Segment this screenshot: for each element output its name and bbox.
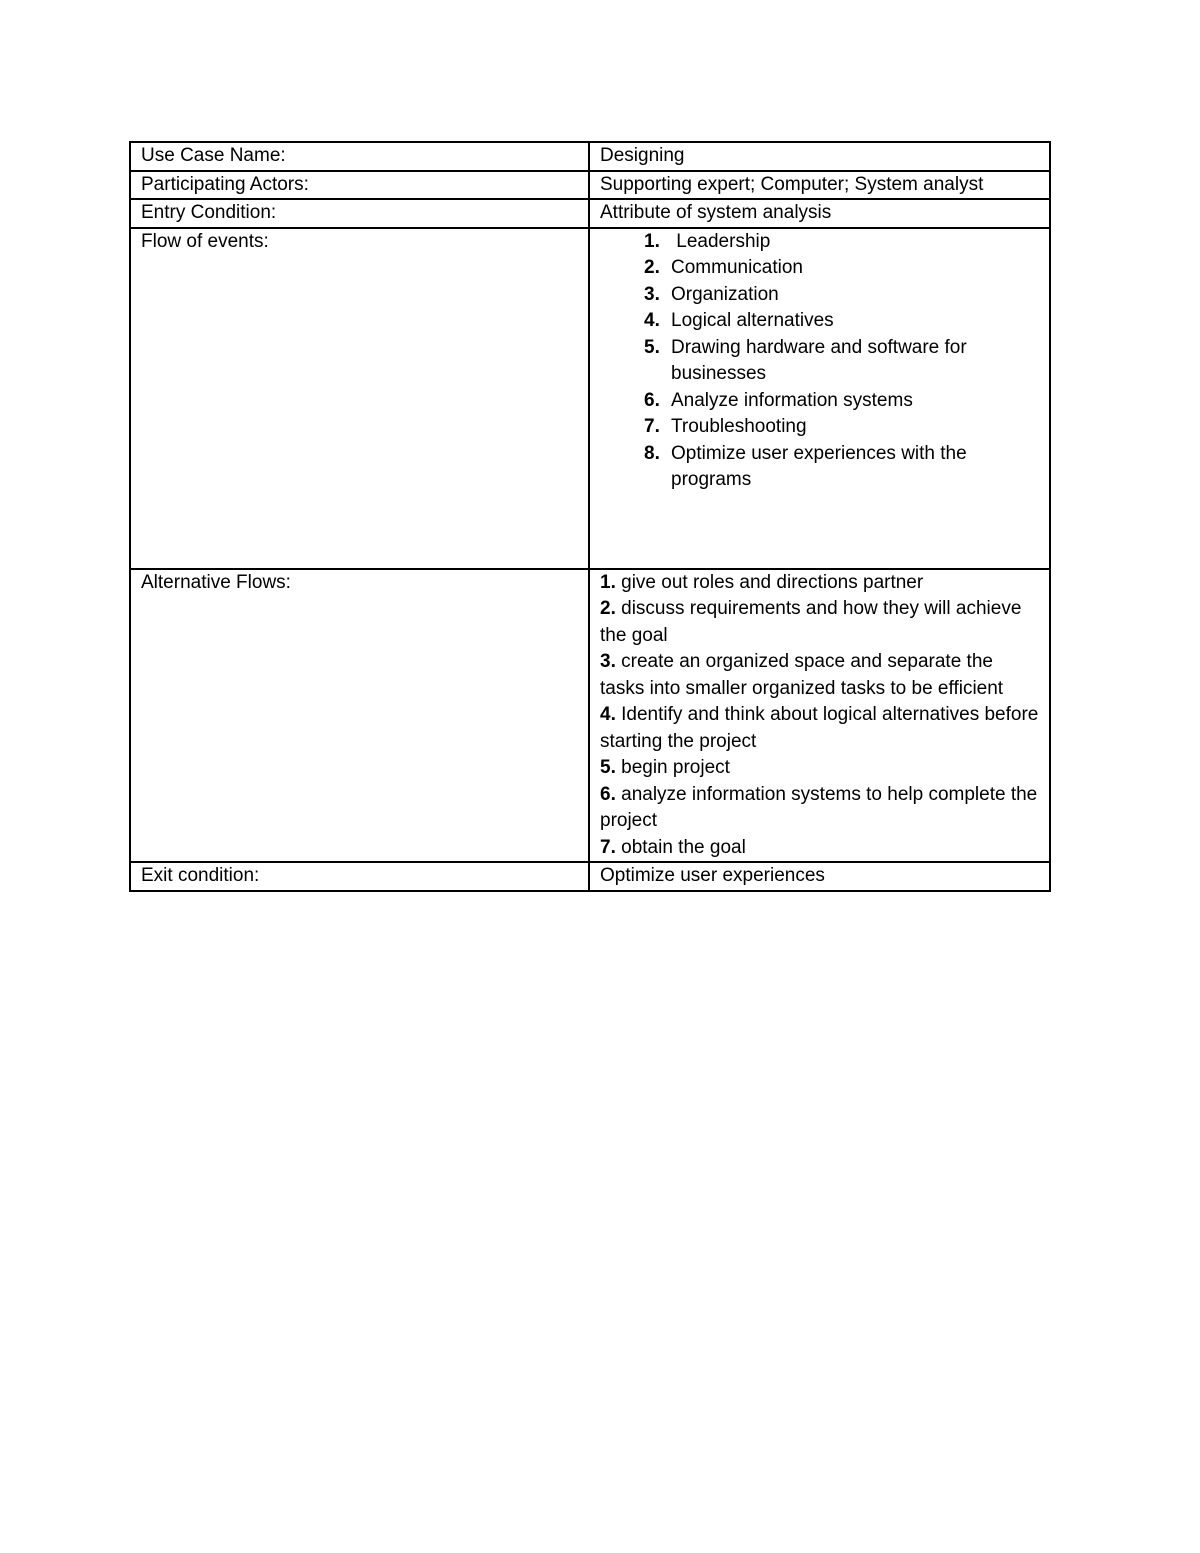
- item-text: Optimize user experiences with the programs: [671, 442, 967, 490]
- use-case-name-value: Designing: [589, 142, 1050, 171]
- item-text: Identify and think about logical alternatives before starting the project: [600, 704, 1039, 752]
- item-number: 7.: [644, 416, 660, 437]
- item-text: give out roles and directions partner: [615, 571, 924, 593]
- list-item: [600, 702, 1039, 755]
- item-number: 8.: [644, 442, 660, 464]
- list-item: [600, 414, 1039, 441]
- flow-of-events-cell: [589, 228, 1050, 569]
- item-text: Leadership: [671, 230, 771, 252]
- item-number: 4.: [644, 310, 660, 331]
- exit-condition-label: Exit condition:: [130, 862, 589, 891]
- list-item: [600, 570, 1039, 597]
- item-text: begin project: [615, 757, 730, 778]
- list-item: [600, 308, 1039, 335]
- item-number: 1.: [644, 230, 660, 252]
- item-text: discuss requirements and how they will achieve the goal: [600, 598, 1022, 646]
- alternative-flows-label: Alternative Flows:: [130, 569, 589, 863]
- list-item: [600, 229, 1039, 256]
- alternative-flows-cell: [589, 569, 1050, 863]
- entry-condition-value: Attribute of system analysis: [589, 199, 1050, 228]
- item-number: 6.: [600, 783, 616, 805]
- row-participating-actors: [130, 171, 1050, 200]
- list-item: [600, 782, 1039, 835]
- list-item: [600, 255, 1039, 282]
- item-number: 3.: [600, 651, 616, 672]
- flow-of-events-label: Flow of events:: [130, 228, 589, 569]
- use-case-table: [129, 141, 1051, 892]
- list-item: [600, 596, 1039, 649]
- flow-of-events-list: [600, 229, 1039, 494]
- list-item: [600, 388, 1039, 415]
- list-item: [600, 282, 1039, 309]
- item-number: 2.: [600, 598, 616, 619]
- row-entry-condition: [130, 199, 1050, 228]
- item-text: Logical alternatives: [671, 310, 834, 331]
- item-text: Analyze information systems: [671, 389, 913, 411]
- list-item: [600, 335, 1039, 388]
- item-number: 2.: [644, 257, 660, 278]
- item-number: 1.: [600, 571, 616, 593]
- exit-condition-value: Optimize user experiences: [589, 862, 1050, 891]
- item-number: 7.: [600, 836, 616, 858]
- row-alternative-flows: [130, 569, 1050, 863]
- row-exit-condition: [130, 862, 1050, 891]
- item-text: analyze information systems to help complete the project: [600, 783, 1038, 831]
- item-number: 6.: [644, 389, 660, 411]
- item-number: 3.: [644, 283, 660, 305]
- participating-actors-label: Participating Actors:: [130, 171, 589, 200]
- item-text: obtain the goal: [615, 836, 746, 858]
- list-item: [600, 835, 1039, 862]
- item-number: 4.: [600, 704, 616, 725]
- row-flow-of-events: [130, 228, 1050, 569]
- use-case-name-label: Use Case Name:: [130, 142, 589, 171]
- item-number: 5.: [600, 757, 616, 778]
- participating-actors-value: Supporting expert; Computer; System analyst: [589, 171, 1050, 200]
- list-item: [600, 441, 1039, 494]
- list-item: [600, 755, 1039, 782]
- entry-condition-label: Entry Condition:: [130, 199, 589, 228]
- list-item: [600, 649, 1039, 702]
- item-text: Communication: [671, 257, 803, 278]
- item-text: Troubleshooting: [671, 416, 807, 437]
- item-text: Organization: [671, 283, 779, 305]
- row-use-case-name: [130, 142, 1050, 171]
- item-number: 5.: [644, 336, 660, 358]
- item-text: Drawing hardware and software for businesses: [671, 336, 967, 384]
- item-text: create an organized space and separate the tasks into smaller organized tasks to be efficient: [600, 651, 1004, 699]
